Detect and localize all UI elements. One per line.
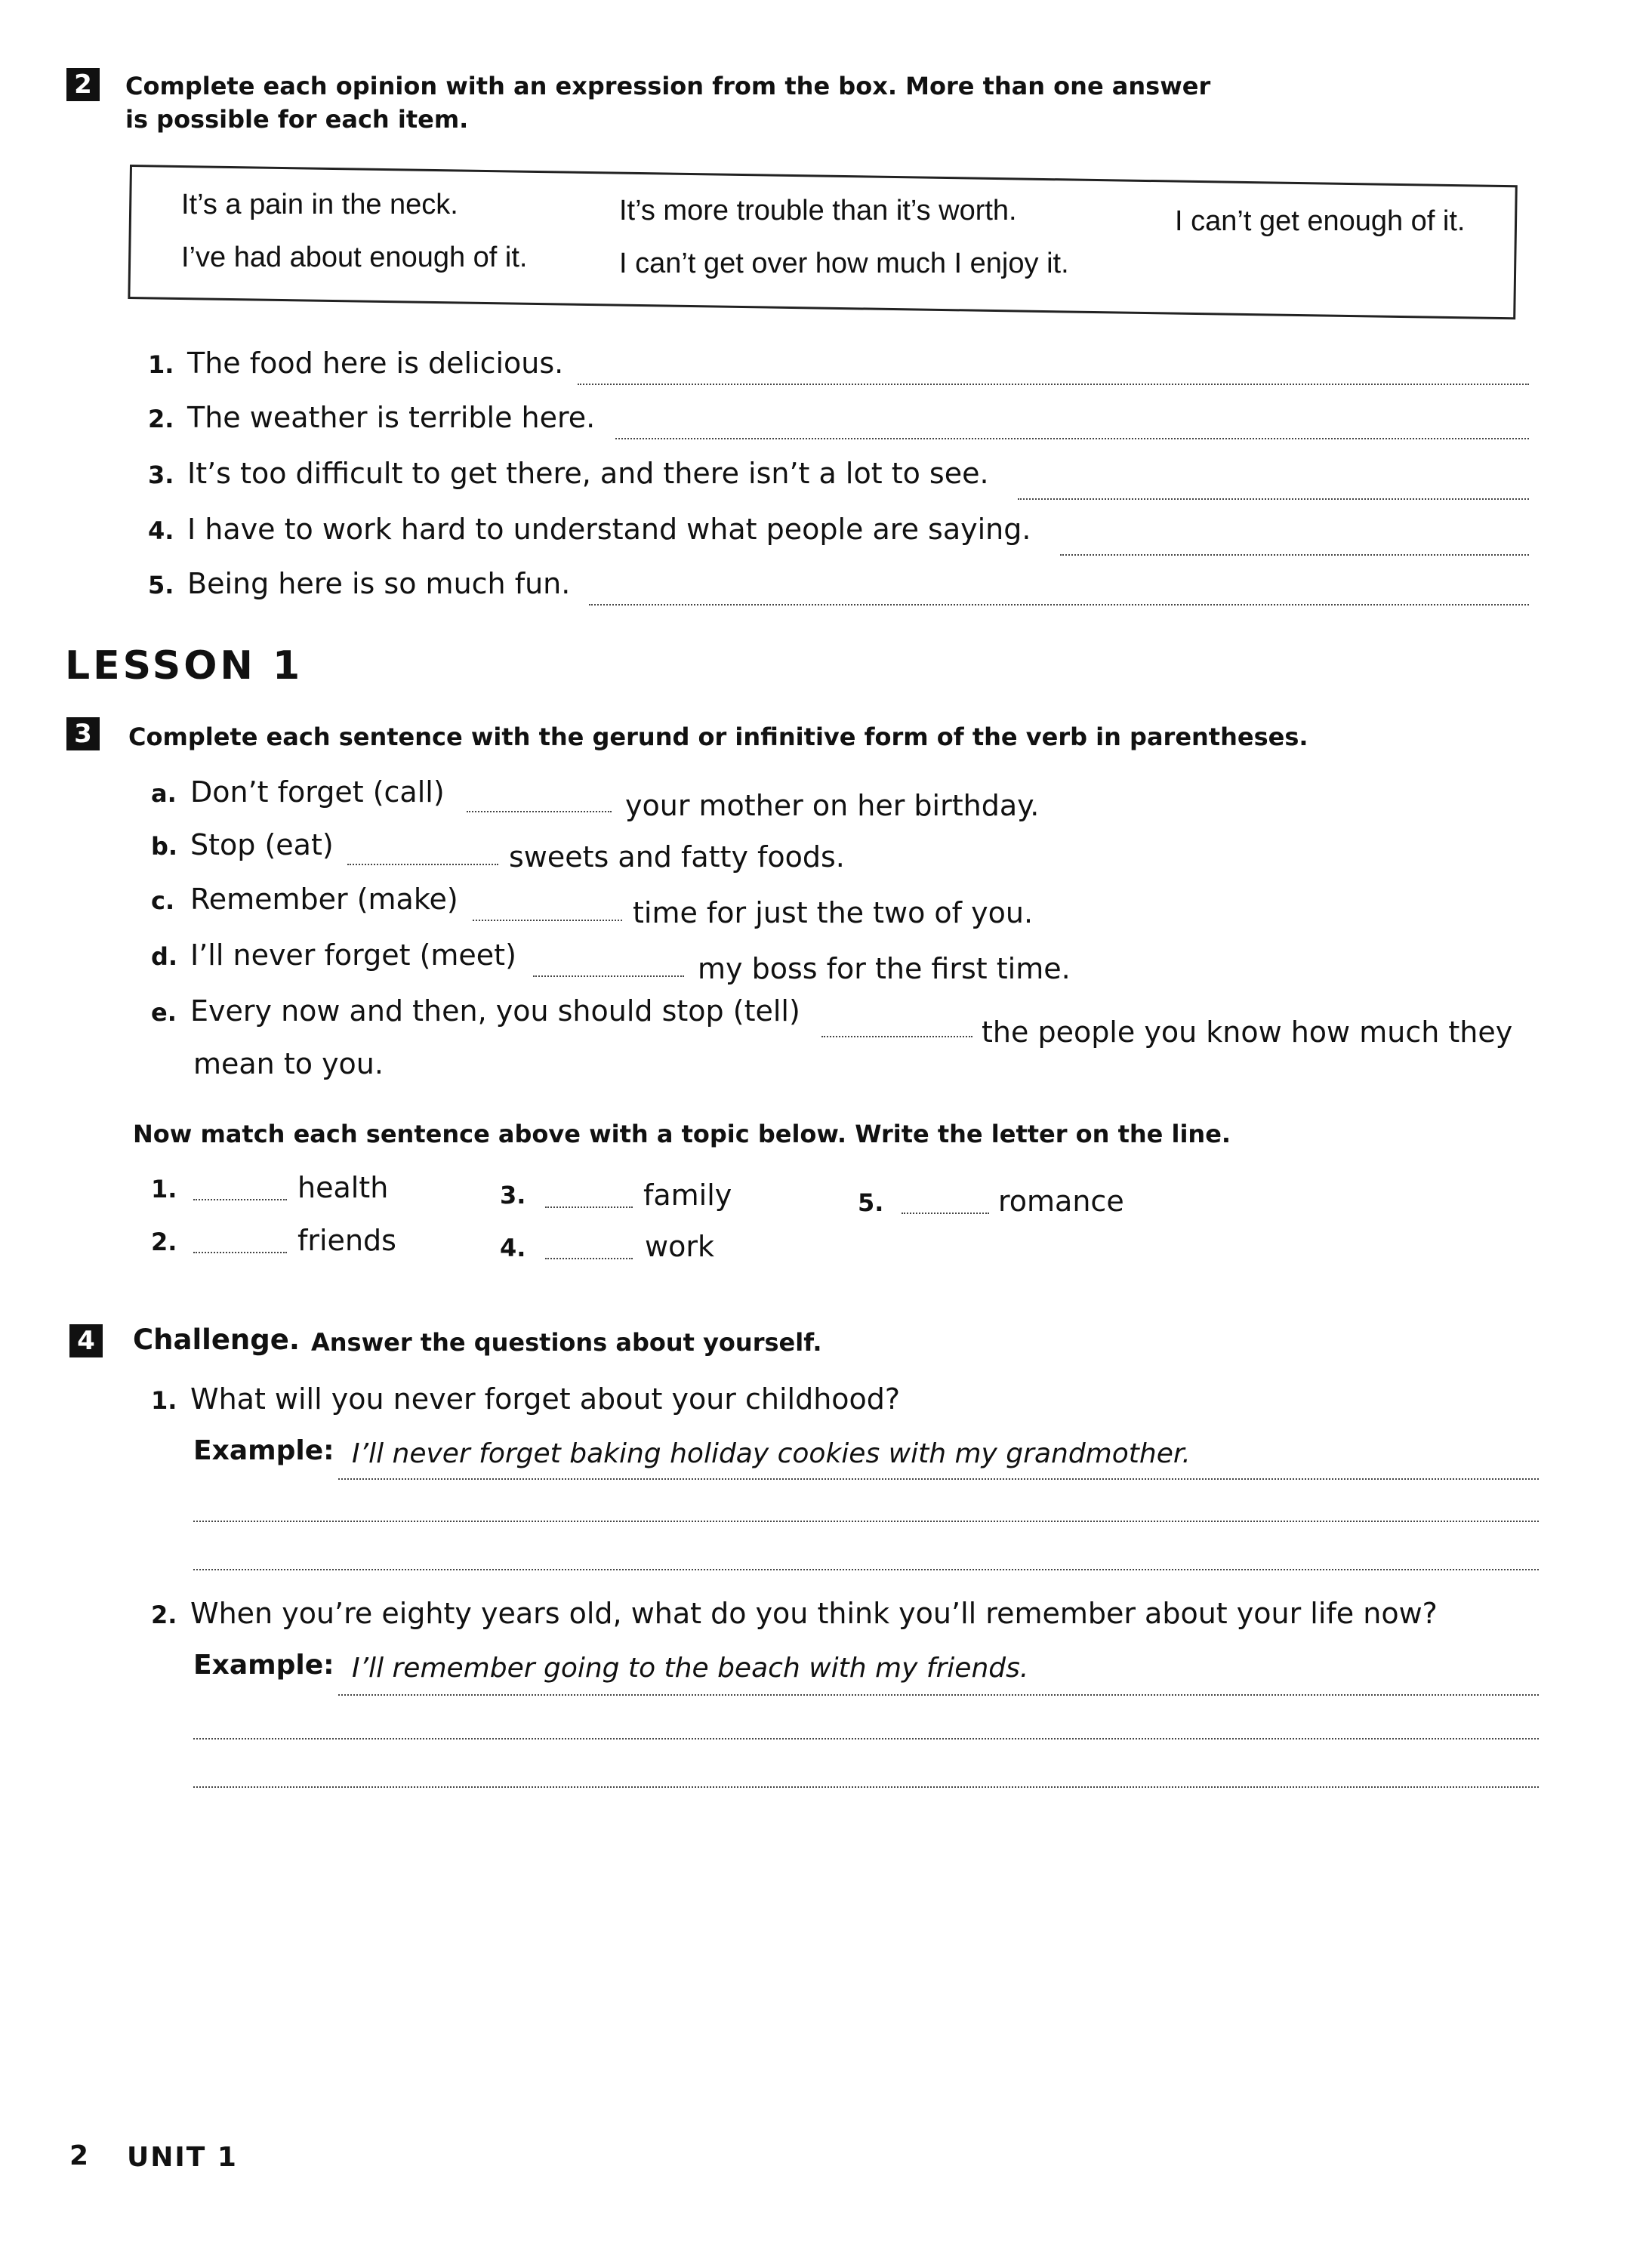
gerund-item-rest: sweets and fatty foods. [509,840,845,874]
question: 2. When you’re eighty years old, what do you think you’ll remember about your life now? [151,1597,1438,1630]
lesson-heading: LESSON 1 [65,643,304,689]
opinion-item: 3. It’s too difficult to get there, and there isn’t a lot to see. [148,457,989,490]
letter-blank[interactable] [545,1258,633,1259]
answer-line[interactable] [193,1738,1539,1740]
example-answer: I’ll remember going to the beach with my friends. [352,1653,1029,1684]
answer-line[interactable] [615,438,1529,439]
gerund-item-rest: your mother on her birthday. [625,789,1040,822]
answer-line[interactable] [193,1569,1539,1570]
topic-label: family [643,1179,732,1212]
topic-number: 5. [858,1188,884,1217]
letter-blank[interactable] [902,1213,989,1214]
expression-box-item: It’s more trouble than it’s worth. [619,195,1017,226]
exercise-4-instruction: Answer the questions about yourself. [311,1328,822,1357]
verb-blank[interactable] [347,864,498,865]
answer-line[interactable] [338,1478,1539,1480]
answer-line[interactable] [578,384,1529,385]
topic-number: 2. [151,1228,177,1256]
answer-line[interactable] [589,604,1529,606]
exercise-2-instruction-line1: Complete each opinion with an expression from the box. More than one answer [125,72,1211,100]
question: 1. What will you never forget about your childhood? [151,1382,901,1416]
letter-blank[interactable] [193,1199,287,1200]
exercise-2-number: 2 [66,68,100,101]
gerund-item-continuation: mean to you. [193,1047,384,1080]
topic-label: work [645,1230,714,1263]
exercise-3-number: 3 [66,717,100,750]
topic-label: friends [297,1224,396,1257]
exercise-4-number: 4 [69,1324,103,1357]
gerund-item: d. I’ll never forget (meet) [151,938,516,972]
verb-blank[interactable] [533,975,684,977]
example-label: Example: [193,1435,334,1466]
opinion-item: 5. Being here is so much fun. [148,567,571,600]
topic-label: romance [998,1185,1124,1218]
verb-blank[interactable] [467,811,612,812]
gerund-item: b. Stop (eat) [151,828,334,861]
gerund-item: e. Every now and then, you should stop (tell) [151,994,800,1028]
topic-number: 3. [500,1181,526,1209]
expression-box-item: I can’t get over how much I enjoy it. [619,248,1069,279]
gerund-item: a. Don’t forget (call) [151,775,445,809]
verb-blank[interactable] [473,920,622,921]
answer-line[interactable] [1018,498,1529,500]
answer-line[interactable] [1060,554,1529,556]
answer-line[interactable] [193,1521,1539,1522]
match-instruction: Now match each sentence above with a topic below. Write the letter on the line. [133,1120,1231,1148]
topic-label: health [297,1171,389,1204]
exercise-3-instruction: Complete each sentence with the gerund or infinitive form of the verb in parentheses. [128,723,1308,751]
expression-box-item: I’ve had about enough of it. [181,242,528,273]
exercise-2-instruction-line2: is possible for each item. [125,105,469,134]
opinion-item: 1. The food here is delicious. [148,347,564,380]
gerund-item-rest: time for just the two of you. [633,896,1034,929]
expression-box-item: It’s a pain in the neck. [181,189,458,220]
answer-line[interactable] [193,1786,1539,1788]
opinion-item: 2. The weather is terrible here. [148,401,596,434]
opinion-item: 4. I have to work hard to understand what people are saying. [148,513,1031,546]
expression-box-item: I can’t get enough of it. [1175,205,1466,237]
page-number: 2 [69,2140,89,2171]
example-label: Example: [193,1650,334,1681]
gerund-item-rest: the people you know how much they [982,1015,1513,1049]
gerund-item-rest: my boss for the first time. [698,952,1071,985]
letter-blank[interactable] [545,1206,633,1208]
topic-number: 4. [500,1234,526,1262]
challenge-label: Challenge. [133,1324,300,1356]
verb-blank[interactable] [821,1036,972,1037]
gerund-item: c. Remember (make) [151,883,458,916]
answer-line[interactable] [338,1694,1539,1696]
letter-blank[interactable] [193,1252,287,1253]
unit-label: UNIT 1 [127,2142,238,2173]
example-answer: I’ll never forget baking holiday cookies with my grandmother. [352,1438,1191,1469]
topic-number: 1. [151,1175,177,1203]
